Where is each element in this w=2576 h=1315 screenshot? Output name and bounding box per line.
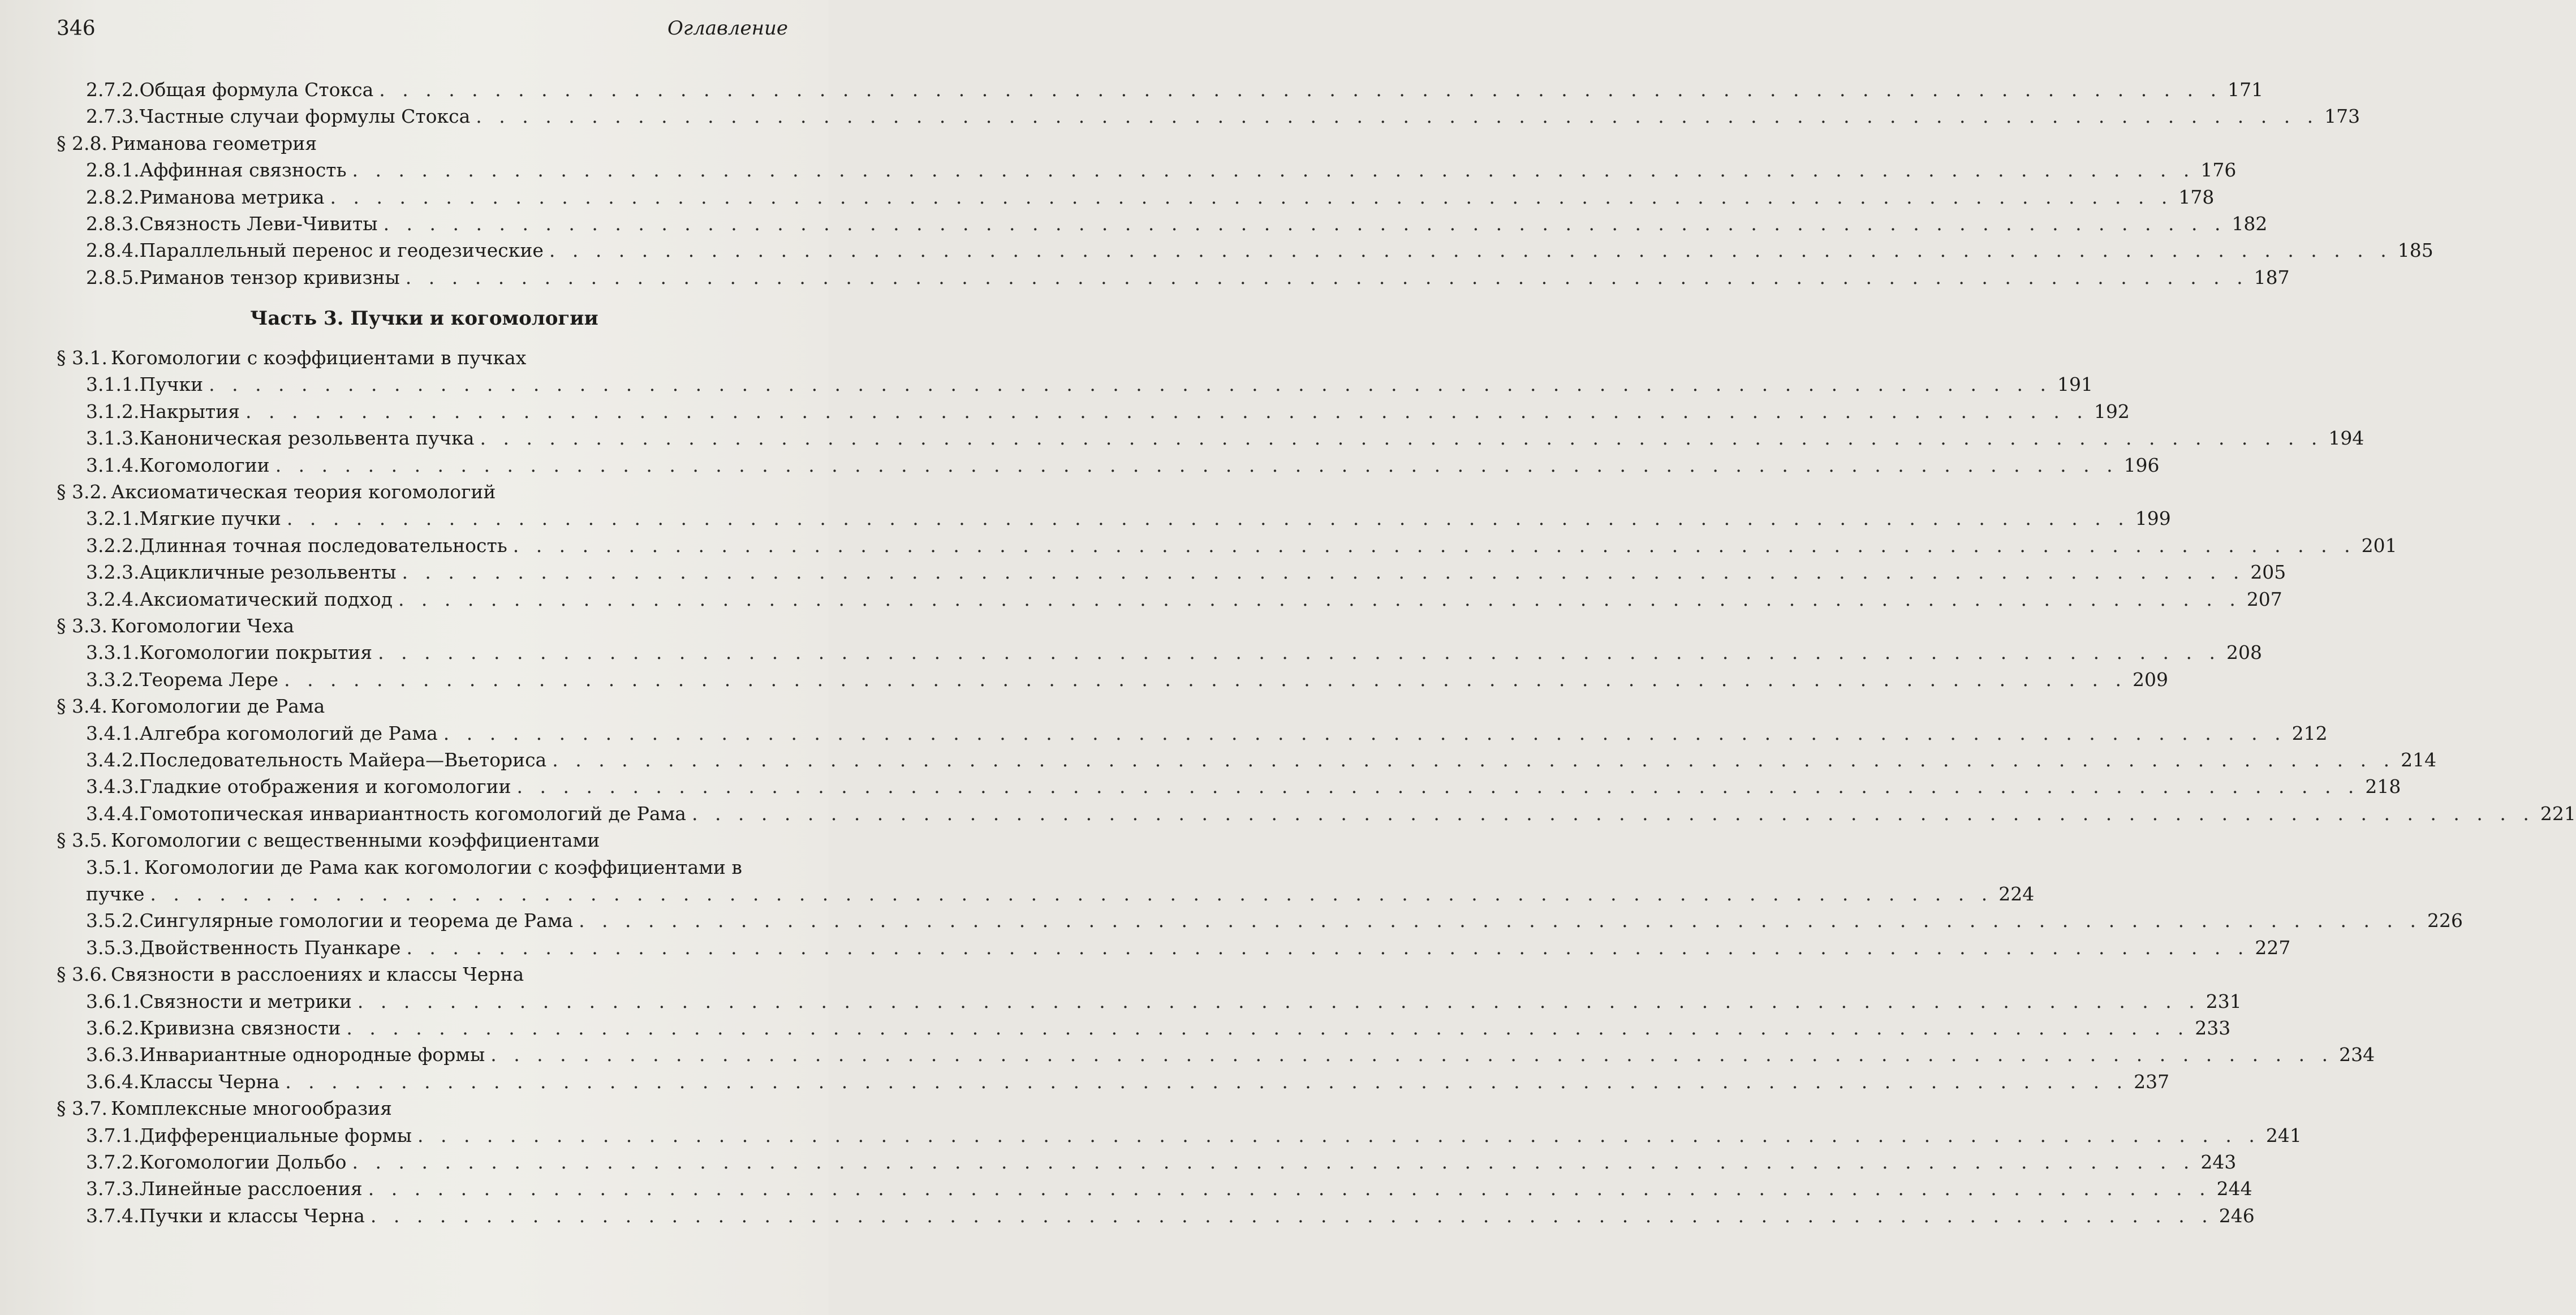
dot-leader: . . . . . . . . . . . . . . . . . . . . . . . . . . . . . . . . . . . . . . . . . . . . . . . . . . . . . . . . . . . . . . . . . . . . . . . . . . . . . . . . [476, 105, 2319, 128]
dot-leader: . . . . . . . . . . . . . . . . . . . . . . . . . . . . . . . . . . . . . . . . . . . . . . . . . . . . . . . . . . . . . . . . . . . . . . . . . . . . . . . . [490, 1044, 2334, 1066]
toc-entry-number: 3.6.2. [86, 1017, 140, 1039]
toc-entry-title: Когомологии де Рама как когомологии с коэффициентами в [144, 856, 742, 878]
toc-page-number: 212 [2291, 722, 2328, 744]
page-header [57, 17, 788, 48]
toc-section-row[interactable] [57, 693, 792, 719]
toc-page-number: 187 [2254, 266, 2290, 288]
toc-entry-title: Когомологии Дольбо [139, 1151, 347, 1173]
toc-subsection-row[interactable] [57, 989, 2242, 1014]
toc-section-row[interactable] [57, 613, 792, 639]
toc-subsection-row[interactable] [57, 452, 2160, 478]
toc-subsection-row[interactable] [57, 855, 792, 880]
toc-section-row[interactable] [57, 345, 792, 370]
toc-page-number: 199 [2135, 507, 2171, 530]
toc-entry-title: Длинная точная последовательность [139, 534, 507, 557]
toc-entry-title: Риманова метрика [139, 186, 325, 208]
toc-page-number: 231 [2205, 990, 2242, 1012]
toc-subsection-row[interactable] [57, 238, 2433, 263]
dot-leader: . . . . . . . . . . . . . . . . . . . . . . . . . . . . . . . . . . . . . . . . . . . . . . . . . . . . . . . . . . . . . . . . . . . . . . . . . . . . . . . . [286, 507, 2130, 530]
toc-entry-title: Гладкие отображения и когомологии [139, 775, 511, 798]
dot-leader: . . . . . . . . . . . . . . . . . . . . . . . . . . . . . . . . . . . . . . . . . . . . . . . . . . . . . . . . . . . . . . . . . . . . . . . . . . . . . . . . [691, 802, 2535, 825]
dot-leader: . . . . . . . . . . . . . . . . . . . . . . . . . . . . . . . . . . . . . . . . . . . . . . . . . . . . . . . . . . . . . . . . . . . . . . . . . . . . . . . . [378, 641, 2221, 664]
toc-section-row[interactable] [57, 827, 792, 853]
toc-entry-title: Риманова геометрия [111, 132, 317, 154]
dot-leader: . . . . . . . . . . . . . . . . . . . . . . . . . . . . . . . . . . . . . . . . . . . . . . . . . . . . . . . . . . . . . . . . . . . . . . . . . . . . . . . . [512, 534, 2356, 557]
toc-page-number: 171 [2228, 79, 2264, 101]
toc-entry-title: Мягкие пучки [139, 507, 281, 530]
dot-leader: . . . . . . . . . . . . . . . . . . . . . . . . . . . . . . . . . . . . . . . . . . . . . . . . . . . . . . . . . . . . . . . . . . . . . . . . . . . . . . . . [370, 1204, 2213, 1227]
toc-entry-title: Связность Леви-Чивиты [139, 213, 378, 235]
toc-page-number: 208 [2226, 641, 2262, 664]
toc-entry-number: 2.8.1. [86, 159, 140, 182]
toc-entry-number: 3.4.1. [86, 722, 140, 744]
toc-entry-title: Комплексные многообразия [111, 1097, 392, 1120]
dot-leader: . . . . . . . . . . . . . . . . . . . . . . . . . . . . . . . . . . . . . . . . . . . . . . . . . . . . . . . . . . . . . . . . . . . . . . . . . . . . . . . . [579, 909, 2422, 932]
toc-entry-number: 2.8.3. [86, 213, 140, 235]
toc-subsection-row[interactable] [57, 184, 2215, 210]
dot-leader: . . . . . . . . . . . . . . . . . . . . . . . . . . . . . . . . . . . . . . . . . . . . . . . . . . . . . . . . . . . . . . . . . . . . . . . . . . . . . . . . [549, 239, 2392, 262]
toc-section-row[interactable] [57, 479, 792, 505]
toc-section-row[interactable] [57, 131, 792, 156]
toc-entry-title: Сингулярные гомологии и теорема де Рама [139, 909, 574, 932]
dot-leader: . . . . . . . . . . . . . . . . . . . . . . . . . . . . . . . . . . . . . . . . . . . . . . . . . . . . . . . . . . . . . . . . . . . . . . . . . . . . . . . . [398, 588, 2241, 610]
toc-entry-number: 3.4.3. [86, 775, 140, 798]
dot-leader: . . . . . . . . . . . . . . . . . . . . . . . . . . . . . . . . . . . . . . . . . . . . . . . . . . . . . . . . . . . . . . . . . . . . . . . . . . . . . . . . [352, 159, 2195, 182]
toc-subsection-row[interactable] [57, 935, 2291, 960]
toc-entry-number: 3.4.4. [86, 802, 140, 825]
toc-entry-title: пучке [86, 883, 145, 905]
toc-entry-title: Последовательность Майера—Вьеториса [139, 749, 547, 771]
toc-entry-number: § 3.3. [57, 615, 107, 637]
toc-entry-number: 3.5.1. [86, 856, 140, 878]
toc-page-number: 194 [2328, 427, 2364, 450]
toc-entry-number: 2.8.5. [86, 266, 140, 288]
toc-entry-title: Когомологии с коэффициентами в пучках [111, 347, 527, 369]
toc-page-number: 173 [2324, 105, 2360, 128]
toc-page-number: 241 [2265, 1124, 2302, 1146]
dot-leader: . . . . . . . . . . . . . . . . . . . . . . . . . . . . . . . . . . . . . . . . . . . . . . . . . . . . . . . . . . . . . . . . . . . . . . . . . . . . . . . . [405, 266, 2248, 288]
toc-entry-number: § 3.7. [57, 1097, 107, 1120]
toc-subsection-row[interactable] [57, 533, 2397, 558]
toc-page-number: 182 [2232, 213, 2268, 235]
dot-leader: . . . . . . . . . . . . . . . . . . . . . . . . . . . . . . . . . . . . . . . . . . . . . . . . . . . . . . . . . . . . . . . . . . . . . . . . . . . . . . . . [285, 1070, 2129, 1093]
toc-page-number: 192 [2093, 400, 2130, 422]
toc-entry-number: 2.7.3. [86, 105, 140, 128]
toc-page-number: 185 [2397, 239, 2433, 262]
toc-entry-number: 3.7.2. [86, 1151, 140, 1173]
toc-section-row[interactable] [57, 962, 792, 987]
toc-subsection-row[interactable] [57, 157, 2237, 183]
toc-page-number: 244 [2216, 1178, 2252, 1200]
toc-page-number: 226 [2427, 909, 2463, 932]
toc-entry-title: Аксиоматический подход [139, 588, 393, 610]
toc-entry-number: 3.2.2. [86, 534, 140, 557]
toc-page-number: 243 [2200, 1151, 2237, 1173]
toc-entry-title: Дифференциальные формы [139, 1124, 412, 1146]
toc-subsection-row[interactable] [57, 1123, 2302, 1148]
toc-subsection-row[interactable] [57, 1203, 2255, 1228]
toc-entry-number: 3.7.4. [86, 1204, 140, 1227]
toc-page-number: 237 [2134, 1070, 2170, 1093]
toc-entry-number: 3.6.1. [86, 990, 140, 1012]
toc-subsection-row[interactable] [57, 1042, 2375, 1067]
toc-entry-number: 3.7.1. [86, 1124, 140, 1146]
toc-entry-title: Связности в расслоениях и классы Черна [111, 963, 524, 986]
toc-entry-title: Каноническая резольвента пучка [139, 427, 475, 450]
toc-subsection-row[interactable] [57, 559, 2286, 585]
toc-entry-title: Общая формула Стокса [139, 79, 374, 101]
toc-entry-title: Риманов тензор кривизны [139, 266, 400, 288]
dot-leader: . . . . . . . . . . . . . . . . . . . . . . . . . . . . . . . . . . . . . . . . . . . . . . . . . . . . . . . . . . . . . . . . . . . . . . . . . . . . . . . . [357, 990, 2200, 1012]
toc-subsection-row[interactable] [57, 104, 2360, 129]
toc-entry-number: 3.1.2. [86, 400, 140, 422]
toc-entry-title: Алгебра когомологий де Рама [139, 722, 438, 744]
toc-subsection-row[interactable] [57, 721, 2328, 746]
toc-subsection-row[interactable] [57, 211, 2268, 236]
toc-page-number: 178 [2178, 186, 2215, 208]
page-number: 346 [57, 17, 96, 40]
toc-page-number: 227 [2255, 936, 2291, 959]
toc-entry-number: 3.5.3. [86, 936, 140, 959]
dot-leader: . . . . . . . . . . . . . . . . . . . . . . . . . . . . . . . . . . . . . . . . . . . . . . . . . . . . . . . . . . . . . . . . . . . . . . . . . . . . . . . . [402, 561, 2245, 584]
toc-subsection-row[interactable] [57, 77, 2264, 102]
toc-entry-title: Ацикличные резольвенты [139, 561, 397, 584]
toc-subsection-row[interactable] [57, 587, 2282, 612]
toc-entry-title: Линейные расслоения [139, 1178, 363, 1200]
toc-entry-number: 2.7.2. [86, 79, 140, 101]
dot-leader: . . . . . . . . . . . . . . . . . . . . . . . . . . . . . . . . . . . . . . . . . . . . . . . . . . . . . . . . . . . . . . . . . . . . . . . . . . . . . . . . [368, 1178, 2211, 1200]
toc-entry-number: 3.1.1. [86, 373, 140, 396]
toc-entry-title: Кривизна связности [139, 1017, 341, 1039]
toc-page-number: 191 [2057, 373, 2093, 396]
toc-entry-title: Двойственность Пуанкаре [139, 936, 401, 959]
toc-entry-number: § 3.4. [57, 695, 107, 718]
toc-subsection-row[interactable] [57, 908, 2463, 933]
toc-entry-number: 3.1.3. [86, 427, 140, 450]
dot-leader: . . . . . . . . . . . . . . . . . . . . . . . . . . . . . . . . . . . . . . . . . . . . . . . . . . . . . . . . . . . . . . . . . . . . . . . . . . . . . . . . [552, 749, 2396, 771]
toc-entry-number: 2.8.2. [86, 186, 140, 208]
toc-subsection-row[interactable] [57, 1149, 2237, 1175]
toc-page-number: 218 [2365, 775, 2401, 798]
toc-page-number: 205 [2250, 561, 2286, 584]
toc-subsection-row[interactable] [57, 801, 2576, 826]
dot-leader: . . . . . . . . . . . . . . . . . . . . . . . . . . . . . . . . . . . . . . . . . . . . . . . . . . . . . . . . . . . . . . . . . . . . . . . . . . . . . . . . [352, 1151, 2195, 1173]
toc-page-number: 214 [2401, 749, 2437, 771]
toc-subsection-row[interactable] [57, 506, 2171, 531]
toc-entry-title: Пучки и классы Черна [139, 1204, 365, 1227]
toc-subsection-row[interactable] [57, 372, 2093, 397]
toc-subsection-row[interactable] [57, 399, 2130, 424]
toc-entry-number: 3.7.3. [86, 1178, 140, 1200]
toc-entry-title: Когомологии Чеха [111, 615, 295, 637]
toc-entry-number: 3.6.3. [86, 1044, 140, 1066]
toc-entry-title: Частные случаи формулы Стокса [139, 105, 471, 128]
toc-entry-title: Связности и метрики [139, 990, 352, 1012]
toc-entry-title: Инвариантные однородные формы [139, 1044, 485, 1066]
toc-entry-title: Пучки [139, 373, 204, 396]
toc-entry-title: Когомологии с вещественными коэффициентами [111, 829, 600, 852]
toc-entry-title: Классы Черна [139, 1070, 280, 1093]
dot-leader: . . . . . . . . . . . . . . . . . . . . . . . . . . . . . . . . . . . . . . . . . . . . . . . . . . . . . . . . . . . . . . . . . . . . . . . . . . . . . . . . [516, 775, 2360, 798]
part-heading: Часть 3. Пучки и когомологии [250, 307, 598, 330]
toc-entry-number: 3.4.2. [86, 749, 140, 771]
dot-leader: . . . . . . . . . . . . . . . . . . . . . . . . . . . . . . . . . . . . . . . . . . . . . . . . . . . . . . . . . . . . . . . . . . . . . . . . . . . . . . . . [209, 373, 2052, 396]
toc-entry-number: 3.2.3. [86, 561, 140, 584]
toc-page-number: 196 [2123, 454, 2160, 476]
toc-entry-number: 2.8.4. [86, 239, 140, 262]
toc-entry-title: Накрытия [139, 400, 240, 422]
toc-page-number: 224 [1998, 883, 2035, 905]
toc-subsection-row[interactable] [57, 425, 2364, 451]
toc-subsection-row[interactable] [57, 747, 2437, 773]
toc-entry-number: § 3.6. [57, 963, 107, 986]
toc-subsection-row[interactable] [57, 1015, 2231, 1041]
dot-leader: . . . . . . . . . . . . . . . . . . . . . . . . . . . . . . . . . . . . . . . . . . . . . . . . . . . . . . . . . . . . . . . . . . . . . . . . . . . . . . . . [346, 1017, 2190, 1039]
toc-page-number: 233 [2195, 1017, 2231, 1039]
toc-page-number: 221 [2540, 802, 2576, 825]
dot-leader: . . . . . . . . . . . . . . . . . . . . . . . . . . . . . . . . . . . . . . . . . . . . . . . . . . . . . . . . . . . . . . . . . . . . . . . . . . . . . . . . [443, 722, 2286, 744]
dot-leader: . . . . . . . . . . . . . . . . . . . . . . . . . . . . . . . . . . . . . . . . . . . . . . . . . . . . . . . . . . . . . . . . . . . . . . . . . . . . . . . . [275, 454, 2118, 476]
toc-entry-title: Теорема Лере [139, 668, 279, 691]
toc-subsection-row[interactable] [57, 667, 2168, 692]
toc-entry-number: § 3.1. [57, 347, 107, 369]
toc-entry-number: 3.3.2. [86, 668, 140, 691]
toc-entry-number: § 2.8. [57, 132, 107, 154]
toc-entry-title: Аффинная связность [139, 159, 347, 182]
dot-leader: . . . . . . . . . . . . . . . . . . . . . . . . . . . . . . . . . . . . . . . . . . . . . . . . . . . . . . . . . . . . . . . . . . . . . . . . . . . . . . . . [417, 1124, 2260, 1146]
toc-page-number: 246 [2219, 1204, 2255, 1227]
toc-entry-number: § 3.2. [57, 481, 107, 503]
dot-leader: . . . . . . . . . . . . . . . . . . . . . . . . . . . . . . . . . . . . . . . . . . . . . . . . . . . . . . . . . . . . . . . . . . . . . . . . . . . . . . . . [406, 936, 2250, 959]
dot-leader: . . . . . . . . . . . . . . . . . . . . . . . . . . . . . . . . . . . . . . . . . . . . . . . . . . . . . . . . . . . . . . . . . . . . . . . . . . . . . . . . [245, 400, 2088, 422]
toc-section-row[interactable] [57, 1096, 792, 1121]
toc-page-number: 234 [2339, 1044, 2375, 1066]
toc-subsection-row[interactable] [57, 881, 2035, 907]
dot-leader: . . . . . . . . . . . . . . . . . . . . . . . . . . . . . . . . . . . . . . . . . . . . . . . . . . . . . . . . . . . . . . . . . . . . . . . . . . . . . . . . [480, 427, 2323, 450]
toc-entry-title: Когомологии де Рама [111, 695, 325, 718]
running-head: Оглавление [667, 17, 788, 40]
toc-page-number: 209 [2132, 668, 2168, 691]
toc-subsection-row[interactable] [57, 1176, 2252, 1201]
toc-entry-number: 3.2.4. [86, 588, 140, 610]
toc-subsection-row[interactable] [57, 265, 2290, 290]
toc-entry-title: Когомологии [139, 454, 270, 476]
dot-leader: . . . . . . . . . . . . . . . . . . . . . . . . . . . . . . . . . . . . . . . . . . . . . . . . . . . . . . . . . . . . . . . . . . . . . . . . . . . . . . . . [150, 883, 1993, 905]
dot-leader: . . . . . . . . . . . . . . . . . . . . . . . . . . . . . . . . . . . . . . . . . . . . . . . . . . . . . . . . . . . . . . . . . . . . . . . . . . . . . . . . [284, 668, 2127, 691]
toc-entry-number: 3.3.1. [86, 641, 140, 664]
toc-entry-title: Параллельный перенос и геодезические [139, 239, 544, 262]
toc-entry-number: 3.1.4. [86, 454, 140, 476]
toc-page-number: 176 [2200, 159, 2237, 182]
toc-entry-number: 3.2.1. [86, 507, 140, 530]
toc-page-number: 207 [2246, 588, 2282, 610]
toc-entry-number: 3.5.2. [86, 909, 140, 932]
dot-leader: . . . . . . . . . . . . . . . . . . . . . . . . . . . . . . . . . . . . . . . . . . . . . . . . . . . . . . . . . . . . . . . . . . . . . . . . . . . . . . . . [379, 79, 2222, 101]
toc-entry-title: Когомологии покрытия [139, 641, 373, 664]
toc-subsection-row[interactable] [57, 640, 2262, 665]
toc-subsection-row[interactable] [57, 1069, 2170, 1094]
toc-entry-number: § 3.5. [57, 829, 107, 852]
toc-entry-number: 3.6.4. [86, 1070, 140, 1093]
toc-entry-title: Аксиоматическая теория когомологий [111, 481, 496, 503]
toc-page-number: 201 [2361, 534, 2397, 557]
dot-leader: . . . . . . . . . . . . . . . . . . . . . . . . . . . . . . . . . . . . . . . . . . . . . . . . . . . . . . . . . . . . . . . . . . . . . . . . . . . . . . . . [383, 213, 2226, 235]
dot-leader: . . . . . . . . . . . . . . . . . . . . . . . . . . . . . . . . . . . . . . . . . . . . . . . . . . . . . . . . . . . . . . . . . . . . . . . . . . . . . . . . [330, 186, 2173, 208]
toc-entry-title: Гомотопическая инвариантность когомологий де Рама [139, 802, 686, 825]
toc-subsection-row[interactable] [57, 774, 2401, 799]
